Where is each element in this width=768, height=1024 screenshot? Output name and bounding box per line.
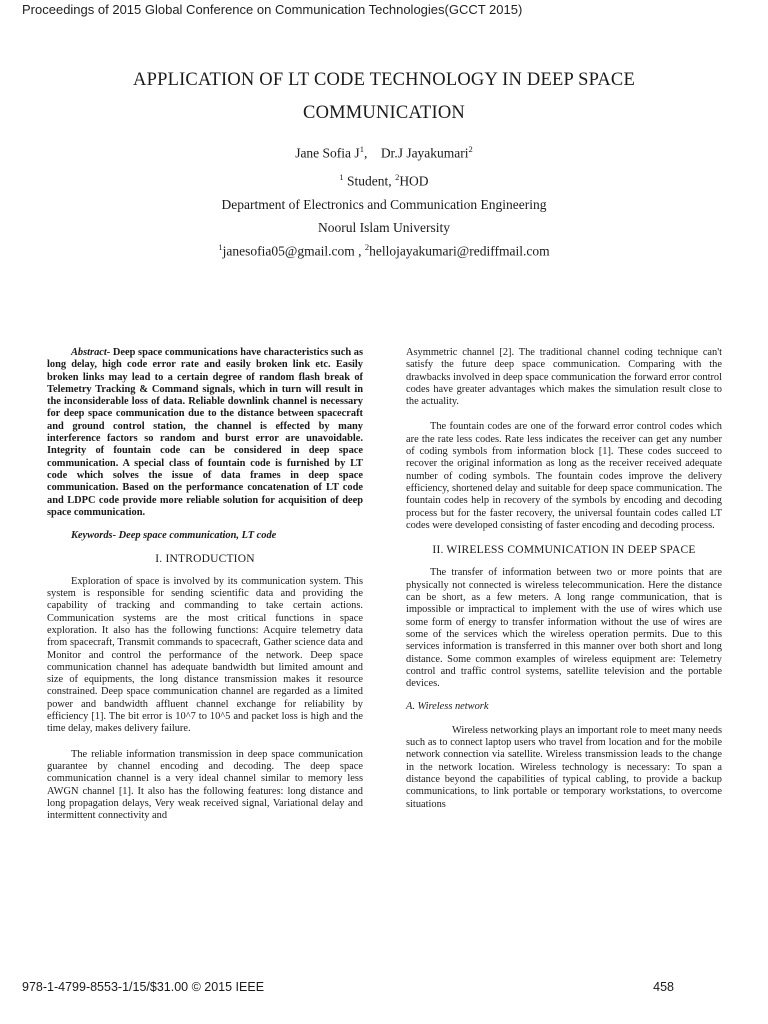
author-line xyxy=(0,144,768,162)
page-number: 458 xyxy=(653,980,674,994)
author-1-sup: 1 xyxy=(359,144,364,154)
footer-isbn: 978-1-4799-8553-1/15/$31.00 © 2015 IEEE xyxy=(22,980,265,994)
continued-paragraph: Asymmetric channel [2]. The traditional channel coding technique can't satisfy the future deep space communication. Comparing with the drawbacks involved in deep space communication the forward error control codes have greater advantages which makes the simulation result close to the actuality. xyxy=(406,347,722,408)
title-line-2: COMMUNICATION xyxy=(303,103,465,123)
fountain-codes-paragraph: The fountain codes are one of the forward error control codes which are the rate less codes. Rate less indicates the receiver can get any number of coding symbols from information block [1]. These codes succeed to recover the original information as long as the receiver received adequate number of coding symbols. The fountain codes improve the delivery efficiency, shortened delay and suitable for deep space communication. The fountain codes help in recovery of the symbols by encoding and decoding process but for the faster recovery, the universal fountain codes called LT codes were developed consisting of faster encoding and decoding process. xyxy=(406,421,722,531)
author-emails xyxy=(0,242,768,260)
wireless-paragraph: The transfer of information between two or more points that are physically not connected is wireless telecommunication. Here the distance can be short, as a few meters. A long range communication, that is impossible or impractical to implement with the use of wires which use some form of energy to transfer information without the use of wires are some of the services which the wireless operation permits. Due to this services information is transferred in this manner over both short and long distance. Some common examples of wireless equipment are: Telemetry control and traffic control systems, satellite television and the portable devices. xyxy=(406,567,722,690)
author-1: Jane Sofia J xyxy=(295,145,360,161)
author-separator: , xyxy=(363,145,368,161)
section-heading-wireless: II. WIRELESS COMMUNICATION IN DEEP SPACE xyxy=(432,544,696,557)
role-2: HOD xyxy=(399,173,429,189)
introduction-paragraph-1: Exploration of space is involved by its communication system. This system is responsible for sending scientific data and providing the capability of tracking and commanding to take certain actions. Communication systems are the most critical functions in space exploration. It also has the following functions: Acquire telemetry data from spacecraft, Transmit commands to spacecraft, Gather science data and Monitor and control the performance of the network. Deep space communication channel has adequate bandwidth but limited amount and size of equipments, the long distance transmission makes it resource constrained. Deep space communication channel are regarded as a limited power and bandwidth affluent channel exchange for reliability by efficiency [1]. The bit error is 10^7 to 10^5 and packet loss is high and the time delay, makes delivery failure. xyxy=(47,575,363,735)
role-2-sup: 2 xyxy=(395,172,400,182)
role-1: Student, xyxy=(343,173,396,189)
section-heading-introduction: I. INTRODUCTION xyxy=(155,553,255,566)
right-column xyxy=(406,347,722,811)
author-roles xyxy=(0,172,768,190)
email-1-sup: 1 xyxy=(218,242,223,252)
subsection-heading-wireless-network: A. Wireless network xyxy=(406,701,489,713)
email-1: janesofia05@gmail.com , xyxy=(222,243,362,259)
department: Department of Electronics and Communication Engineering xyxy=(221,197,547,212)
left-column xyxy=(47,347,363,822)
abstract-text: Deep space communications have characteristics such as long delay, high code error rate and easily broken link etc. Easily broken links may lead to a certain degree of random flash break of Telemetry Tracking & Command signals, which in turn will result in the inconsiderable loss of data. Reliable downlink channel is necessary for deep space communication due to the distance between spacecraft and ground control station, the channel is effected by many interference factors so random and burst error are unavoidable. Integrity of fountain code can be considered in deep space communication. A special class of fountain code is furnished by LT code which solves the issue of data frames in deep space communication. Based on the performance concatenation of LT code and LDPC code provide more reliable solution for acquisition of deep space communication. xyxy=(47,347,363,518)
proceedings-header: Proceedings of 2015 Global Conference on Communication Technologies(GCCT 2015) xyxy=(22,2,523,17)
introduction-paragraph-2: The reliable information transmission in deep space communication guarantee by channel encoding and decoding. The deep space communication channel is a very ideal channel similar to memory less AWGN channel [1]. It also has the following features: long distance and long propagation delays, Very weak received signal, Variational delay and intermittent connectivity and xyxy=(47,748,363,822)
author-2: Dr.J Jayakumari xyxy=(380,145,469,161)
email-2-sup: 2 xyxy=(364,242,370,252)
title-line-1: APPLICATION OF LT CODE TECHNOLOGY IN DEEP SPACE xyxy=(133,70,635,90)
abstract-label: Abstract- xyxy=(71,347,111,358)
paper-title xyxy=(60,64,708,130)
email-2: hellojayakumari@rediffmail.com xyxy=(369,243,550,259)
keywords: Keywords- Deep space communication, LT code xyxy=(71,530,277,542)
university: Noorul Islam University xyxy=(318,220,450,235)
abstract xyxy=(47,347,363,519)
author-2-sup: 2 xyxy=(468,144,473,154)
role-1-sup: 1 xyxy=(339,172,344,182)
wireless-network-paragraph: Wireless networking plays an important role to meet many needs such as to connect laptop users who travel from location and for the mobile network connection via satellite. Wireless transmission leads to the change in the network location. Wireless technology is necessary: To span a distance beyond the capabilities of typical cabling, to provide a backup communications, to link portable or temporary workstations, to overcome situations xyxy=(406,724,722,810)
